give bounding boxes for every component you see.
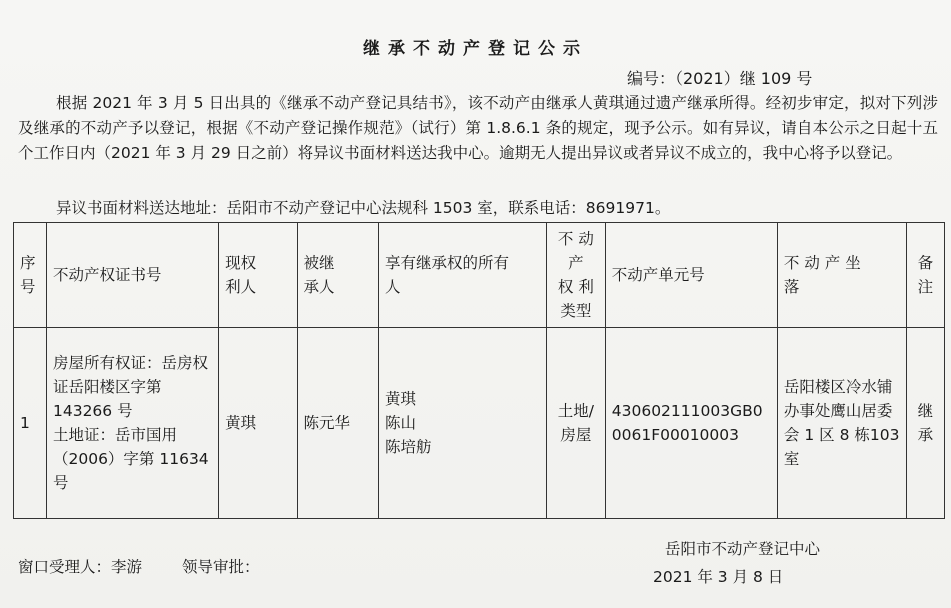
document-number: 编号：（2021）继 109 号: [627, 69, 813, 88]
header-cert: 不动产权证书号: [46, 223, 218, 328]
issuing-organization: 岳阳市不动产登记中心: [665, 540, 821, 558]
cell-right-type: 土地/ 房屋: [546, 328, 605, 519]
cell-heirs: 黄琪 陈山 陈培舫: [378, 328, 546, 519]
table-header-row: [14, 223, 945, 328]
approval-label: 领导审批：: [182, 558, 260, 576]
header-seq: 序 号: [14, 223, 47, 328]
header-right-type: 不 动 产 权 利 类型: [546, 223, 605, 328]
clerk-label: 窗口受理人：李游: [18, 558, 143, 576]
header-unit: 不动产单元号: [605, 223, 777, 328]
cell-seq: 1: [14, 328, 47, 519]
cell-owner: 黄琪: [219, 328, 297, 519]
header-owner: 现权 利人: [219, 223, 297, 328]
cell-unit: 430602111003GB00061F00010003: [605, 328, 777, 519]
objection-address: 异议书面材料送达地址：岳阳市不动产登记中心法规科 1503 室，联系电话：8691971。: [56, 199, 671, 217]
issue-date: 2021 年 3 月 8 日: [653, 568, 784, 586]
cell-decedent: 陈元华: [297, 328, 378, 519]
header-heirs: 享有继承权的所有 人: [378, 223, 546, 328]
announcement-paragraph: 根据 2021 年 3 月 5 日出具的《继承不动产登记具结书》，该不动产由继承人黄琪通过遗产继承所得。经初步审定，拟对下列涉及继承的不动产予以登记，根据《不动产登记操作规范》（试行）第 1.8.6.1 条的规定，现予公示。如有异议，请自本公示之日起十五个工作日内（2021 年 3 月 29 日之前）将异议书面材料送达我中心。逾期无人提出异议或者异议不成立的，我中心将予以登记。: [18, 94, 938, 162]
footer-signatures: [18, 555, 260, 577]
table-row: [14, 328, 945, 519]
cell-remark: 继 承: [906, 328, 944, 519]
header-decedent: 被继 承人: [297, 223, 378, 328]
header-remark: 备 注: [906, 223, 944, 328]
page-title: 继承不动产登记公示: [363, 39, 588, 59]
registration-table: [13, 222, 945, 519]
cell-cert: 房屋所有权证：岳房权证岳阳楼区字第143266 号 土地证：岳市国用（2006）字第 11634号: [46, 328, 218, 519]
header-location: 不 动 产 坐 落: [777, 223, 906, 328]
cell-location: 岳阳楼区冷水铺办事处鹰山居委会 1 区 8 栋103 室: [777, 328, 906, 519]
